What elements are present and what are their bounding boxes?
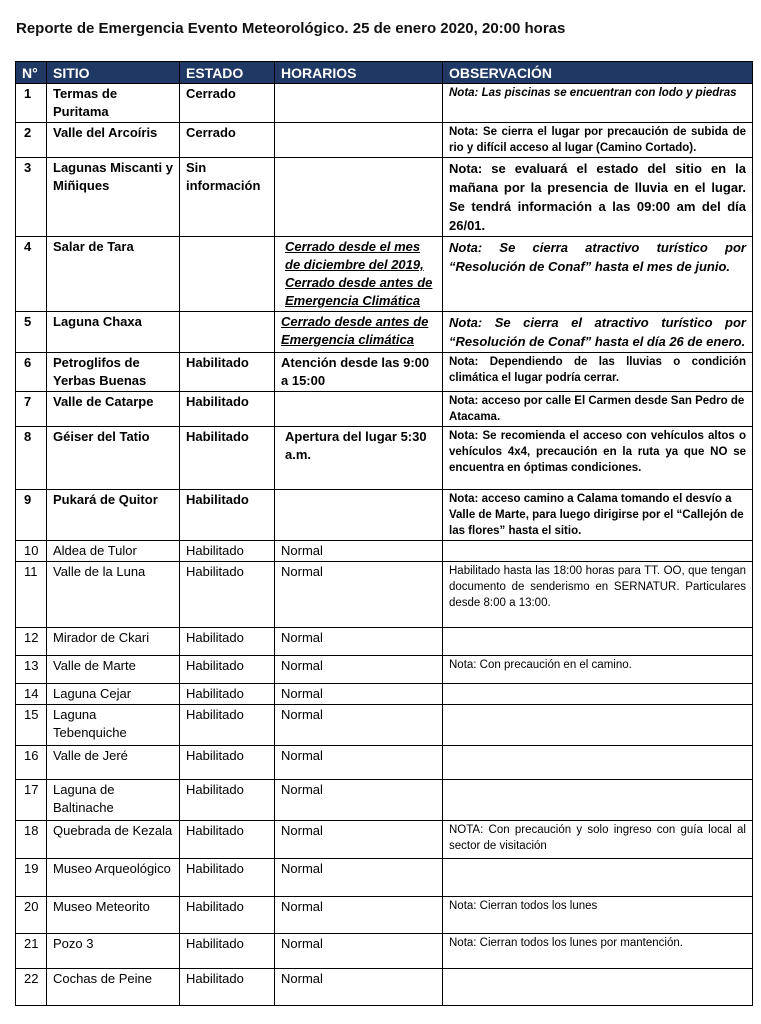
site-status: Habilitado <box>180 969 275 1006</box>
site-status: Habilitado <box>180 684 275 705</box>
site-observation: Nota: Las piscinas se encuentran con lodo y piedras <box>443 84 753 123</box>
site-name: Valle de Jeré <box>47 746 180 780</box>
site-status: Habilitado <box>180 353 275 392</box>
site-status: Habilitado <box>180 562 275 628</box>
table-row <box>16 490 753 541</box>
table-row <box>16 427 753 490</box>
site-name: Petroglifos de Yerbas Buenas <box>47 353 180 392</box>
site-status: Cerrado <box>180 123 275 158</box>
site-hours: Normal <box>275 684 443 705</box>
row-number: 6 <box>16 353 47 392</box>
table-header-row <box>16 62 753 84</box>
header-observation: OBSERVACIÓN <box>443 62 753 84</box>
site-hours <box>275 490 443 541</box>
site-status: Habilitado <box>180 656 275 684</box>
site-hours <box>275 123 443 158</box>
table-row <box>16 746 753 780</box>
site-status: Habilitado <box>180 897 275 934</box>
row-number: 8 <box>16 427 47 490</box>
site-name: Museo Meteorito <box>47 897 180 934</box>
row-number: 5 <box>16 312 47 353</box>
site-observation: Nota: Se recomienda el acceso con vehículos altos o vehículos 4x4, precaución en la ruta ya que NO se encuentra en óptimas condiciones. <box>443 427 753 490</box>
header-status: ESTADO <box>180 62 275 84</box>
site-observation <box>443 541 753 562</box>
site-status: Habilitado <box>180 628 275 656</box>
row-number: 13 <box>16 656 47 684</box>
site-hours: Normal <box>275 746 443 780</box>
site-hours: Normal <box>275 780 443 821</box>
site-hours: Normal <box>275 562 443 628</box>
site-observation: Habilitado hasta las 18:00 horas para TT. OO, que tengan documento de senderismo en SERNATUR. Particulares desde 8:00 a 13:00. <box>443 562 753 628</box>
row-number: 14 <box>16 684 47 705</box>
table-row <box>16 780 753 821</box>
site-name: Quebrada de Kezala <box>47 821 180 859</box>
site-status: Habilitado <box>180 859 275 897</box>
site-hours: Normal <box>275 541 443 562</box>
site-status <box>180 312 275 353</box>
table-row <box>16 392 753 427</box>
site-status: Habilitado <box>180 541 275 562</box>
row-number: 1 <box>16 84 47 123</box>
site-status: Habilitado <box>180 934 275 969</box>
site-name: Pukará de Quitor <box>47 490 180 541</box>
table-row <box>16 684 753 705</box>
header-site: SITIO <box>47 62 180 84</box>
row-number: 19 <box>16 859 47 897</box>
site-name: Lagunas Miscanti y Miñiques <box>47 158 180 237</box>
row-number: 11 <box>16 562 47 628</box>
header-hours: HORARIOS <box>275 62 443 84</box>
site-name: Salar de Tara <box>47 237 180 312</box>
table-row <box>16 541 753 562</box>
site-status: Habilitado <box>180 780 275 821</box>
site-hours: Normal <box>275 859 443 897</box>
table-row <box>16 628 753 656</box>
site-status: Habilitado <box>180 821 275 859</box>
site-observation: Nota: Dependiendo de las lluvias o condición climática el lugar podría cerrar. <box>443 353 753 392</box>
table-row <box>16 353 753 392</box>
row-number: 4 <box>16 237 47 312</box>
row-number: 2 <box>16 123 47 158</box>
site-name: Pozo 3 <box>47 934 180 969</box>
row-number: 7 <box>16 392 47 427</box>
site-observation: Nota: Se cierra el atractivo turístico por “Resolución de Conaf” hasta el día 26 de enero. <box>443 312 753 353</box>
site-name: Mirador de Ckari <box>47 628 180 656</box>
table-row <box>16 897 753 934</box>
site-observation: Nota: se evaluará el estado del sitio en la mañana por la presencia de lluvia en el lugar. Se tendrá información a las 09:00 am del día 26/01. <box>443 158 753 237</box>
site-observation: Nota: acceso camino a Calama tomando el desvío a Valle de Marte, para luego dirigirse por el “Callejón de las flores” hasta el sitio. <box>443 490 753 541</box>
table-row <box>16 859 753 897</box>
site-observation: Nota: Cierran todos los lunes <box>443 897 753 934</box>
table-row <box>16 705 753 746</box>
site-hours: Normal <box>275 897 443 934</box>
site-hours: Normal <box>275 969 443 1006</box>
site-name: Valle de Catarpe <box>47 392 180 427</box>
site-hours: Normal <box>275 821 443 859</box>
row-number: 15 <box>16 705 47 746</box>
site-hours: Cerrado desde antes de Emergencia climática <box>275 312 443 353</box>
site-name: Laguna Cejar <box>47 684 180 705</box>
site-name: Museo Arqueológico <box>47 859 180 897</box>
site-observation <box>443 746 753 780</box>
site-name: Géiser del Tatio <box>47 427 180 490</box>
site-hours: Cerrado desde el mes de diciembre del 2019, Cerrado desde antes de Emergencia Climática <box>275 237 443 312</box>
site-status: Habilitado <box>180 746 275 780</box>
site-hours <box>275 158 443 237</box>
row-number: 17 <box>16 780 47 821</box>
site-hours: Normal <box>275 934 443 969</box>
site-hours <box>275 392 443 427</box>
table-row <box>16 821 753 859</box>
row-number: 21 <box>16 934 47 969</box>
site-status: Habilitado <box>180 490 275 541</box>
site-observation: Nota: acceso por calle El Carmen desde San Pedro de Atacama. <box>443 392 753 427</box>
site-status: Habilitado <box>180 427 275 490</box>
table-row <box>16 934 753 969</box>
site-observation <box>443 859 753 897</box>
row-number: 3 <box>16 158 47 237</box>
site-status <box>180 237 275 312</box>
site-observation <box>443 705 753 746</box>
table-row <box>16 84 753 123</box>
site-name: Valle de Marte <box>47 656 180 684</box>
sites-table <box>15 61 753 1006</box>
site-observation: NOTA: Con precaución y solo ingreso con guía local al sector de visitación <box>443 821 753 859</box>
row-number: 9 <box>16 490 47 541</box>
site-status: Habilitado <box>180 705 275 746</box>
site-status: Sin información <box>180 158 275 237</box>
site-name: Laguna Tebenquiche <box>47 705 180 746</box>
site-observation: Nota: Con precaución en el camino. <box>443 656 753 684</box>
row-number: 18 <box>16 821 47 859</box>
site-name: Valle del Arcoíris <box>47 123 180 158</box>
row-number: 20 <box>16 897 47 934</box>
site-observation <box>443 684 753 705</box>
table-row <box>16 562 753 628</box>
site-hours: Normal <box>275 705 443 746</box>
site-hours: Normal <box>275 628 443 656</box>
site-name: Valle de la Luna <box>47 562 180 628</box>
site-observation <box>443 780 753 821</box>
site-name: Aldea de Tulor <box>47 541 180 562</box>
row-number: 10 <box>16 541 47 562</box>
site-status: Cerrado <box>180 84 275 123</box>
site-name: Cochas de Peine <box>47 969 180 1006</box>
site-name: Termas de Puritama <box>47 84 180 123</box>
site-hours <box>275 84 443 123</box>
site-observation: Nota: Se cierra atractivo turístico por “Resolución de Conaf” hasta el mes de junio. <box>443 237 753 312</box>
table-row <box>16 123 753 158</box>
table-row <box>16 158 753 237</box>
header-number: N° <box>16 62 47 84</box>
table-row <box>16 237 753 312</box>
site-hours: Atención desde las 9:00 a 15:00 <box>275 353 443 392</box>
row-number: 22 <box>16 969 47 1006</box>
site-hours: Apertura del lugar 5:30 a.m. <box>275 427 443 490</box>
site-observation <box>443 628 753 656</box>
site-observation: Nota: Se cierra el lugar por precaución de subida de rio y difícil acceso al lugar (Camino Cortado). <box>443 123 753 158</box>
site-status: Habilitado <box>180 392 275 427</box>
table-row <box>16 969 753 1006</box>
site-hours: Normal <box>275 656 443 684</box>
site-name: Laguna Chaxa <box>47 312 180 353</box>
row-number: 12 <box>16 628 47 656</box>
report-title: Reporte de Emergencia Evento Meteorológico. 25 de enero 2020, 20:00 horas <box>16 20 566 37</box>
table-row <box>16 312 753 353</box>
table-row <box>16 656 753 684</box>
row-number: 16 <box>16 746 47 780</box>
site-name: Laguna de Baltinache <box>47 780 180 821</box>
site-observation <box>443 969 753 1006</box>
site-observation: Nota: Cierran todos los lunes por mantención. <box>443 934 753 969</box>
